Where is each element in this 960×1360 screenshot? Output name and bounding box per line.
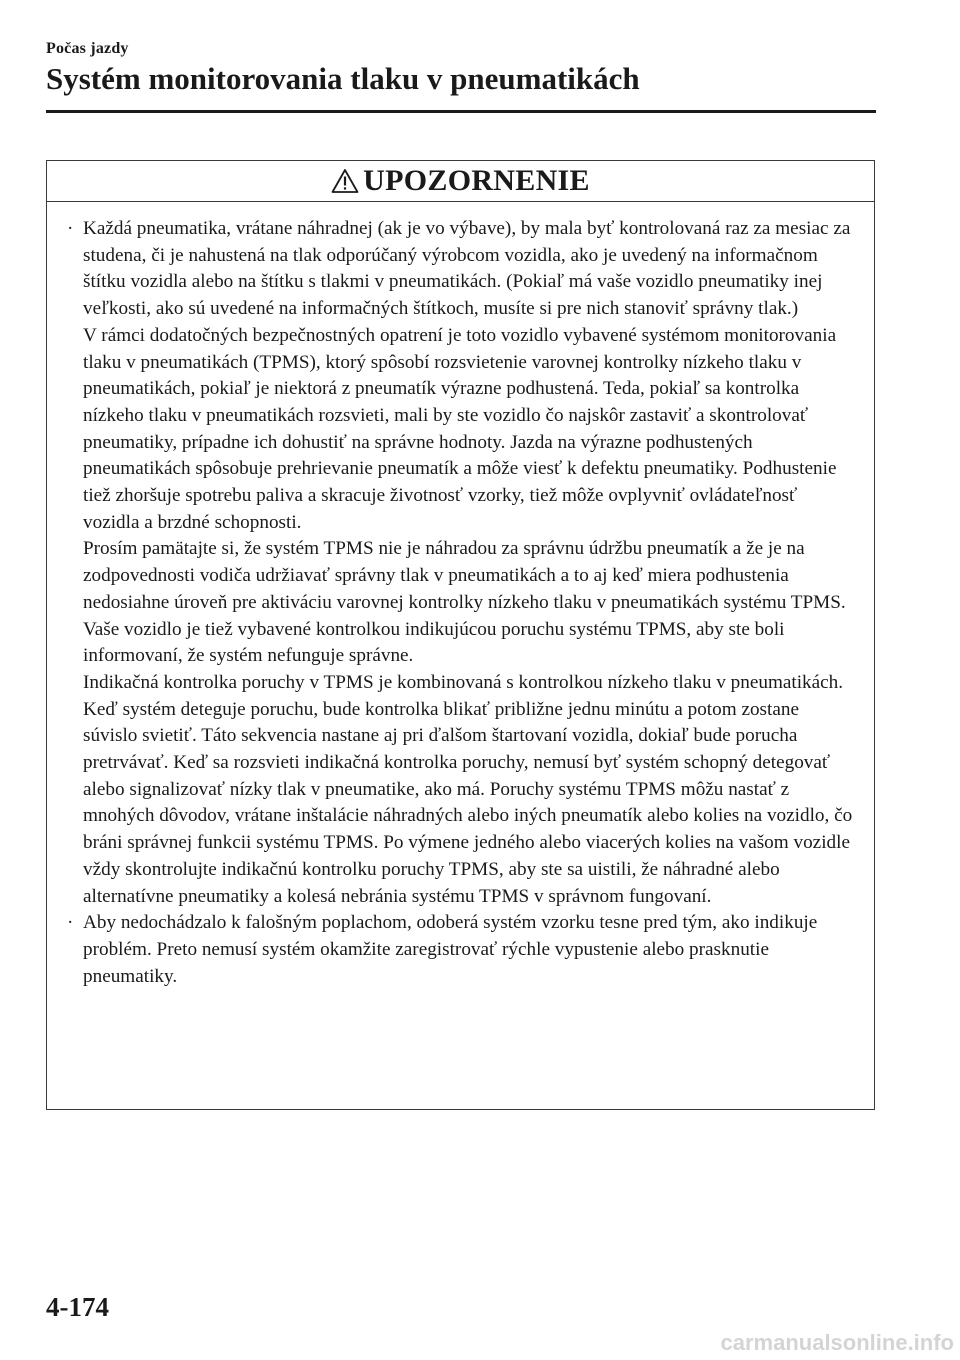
warning-box	[46, 160, 875, 1110]
warning-title: UPOZORNENIE	[363, 164, 590, 197]
warning-paragraph: Indikačná kontrolka poruchy v TPMS je kombinovaná s kontrolkou nízkeho tlaku v pneumatikách. Keď systém deteguje poruchu, bude kontrolka blikať približne jednu minútu a potom zostane súvislo svietiť. Táto sekvencia nastane aj pri ďalšom štartovaní vozidla, dokiaľ bude porucha pretrvávať. Keď sa rozsvieti indikačná kontrolka poruchy, nemusí byť systém schopný detegovať alebo signalizovať nízky tlak v pneumatike, ako má. Poruchy systému TPMS môžu nastať z mnohých dôvodov, vrátane inštalácie náhradných alebo iných pneumatík alebo kolies na vozidlo, čo bráni správnej funkcii systému TPMS. Po výmene jedného alebo viacerých kolies na vašom vozidle vždy skontrolujte indikačnú kontrolku poruchy TPMS, aby ste sa uistili, že náhradné alebo alternatívne pneumatiky a kolesá nebránia systému TPMS v správnom fungovaní.	[83, 671, 853, 907]
watermark: carmanualsonline.info	[720, 1330, 954, 1355]
bullet-dot: ·	[67, 912, 74, 934]
warning-body	[47, 202, 874, 990]
warning-paragraph: Prosím pamätajte si, že systém TPMS nie je náhradou za správnu údržbu pneumatík a že je na zodpovednosti vodiča udržiavať správny tlak v pneumatikách a to aj keď miera podhustenia nedosiahne úroveň pre aktiváciu varovnej kontrolky nízkeho tlaku v pneumatikách systému TPMS.	[83, 538, 846, 613]
bullet-text	[83, 216, 858, 910]
warning-header	[47, 161, 874, 202]
bullet-item	[63, 910, 858, 990]
bullet-text	[83, 910, 858, 990]
warning-paragraph: V rámci dodatočných bezpečnostných opatrení je toto vozidlo vybavené systémom monitorovania tlaku v pneumatikách (TPMS), ktorý spôsobí rozsvietenie varovnej kontrolky nízkeho tlaku v pneumatikách, pokiaľ je niektorá z pneumatík výrazne podhustená. Teda, pokiaľ sa kontrolka nízkeho tlaku v pneumatikách rozsvieti, mali by ste vozidlo čo najskôr zastaviť a skontrolovať pneumatiky, prípadne ich dohustiť na správne hodnoty. Jazda na výrazne podhustených pneumatikách spôsobuje prehrievanie pneumatík a môže viesť k defektu pneumatiky. Podhustenie tiež zhoršuje spotrebu paliva a skracuje životnosť vzorky, tiež môže ovplyvniť ovládateľnosť vozidla a brzdné schopnosti.	[83, 324, 837, 533]
warning-triangle-icon	[331, 168, 359, 194]
page-number: 4-174	[46, 1292, 109, 1322]
warning-paragraph: Aby nedochádzalo k falošným poplachom, odoberá systém vzorku tesne pred tým, ako indikuje problém. Preto nemusí systém okamžite zaregistrovať rýchle vypustenie alebo prasknutie pneumatiky.	[83, 912, 818, 987]
section-label: Počas jazdy	[46, 40, 129, 57]
bullet-item	[63, 216, 858, 910]
bullet-dot: ·	[67, 218, 74, 239]
warning-paragraph: Každá pneumatika, vrátane náhradnej (ak je vo výbave), by mala byť kontrolovaná raz za mesiac za studena, či je nahustená na tlak odporúčaný výrobcom vozidla, ako je uvedený na informačnom štítku vozidla alebo na štítku s tlakmi v pneumatikách. (Pokiaľ má vaše vozidlo pneumatiky inej veľkosti, ako sú uvedené na informačných štítkoch, musíte si pre nich stanoviť správny tlak.)	[83, 218, 851, 320]
page-title: Systém monitorovania tlaku v pneumatikách	[46, 61, 640, 96]
warning-paragraph: Vaše vozidlo je tiež vybavené kontrolkou indikujúcou poruchu systému TPMS, aby ste boli informovaní, že systém nefunguje správne.	[83, 618, 785, 667]
title-rule	[46, 110, 876, 113]
